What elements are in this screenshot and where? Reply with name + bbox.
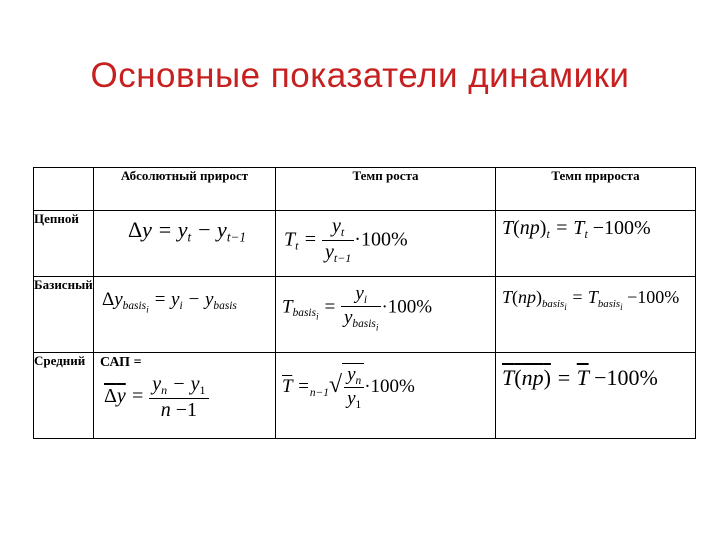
header-corner-cell: [34, 168, 94, 211]
header-increase-rate: Темп прироста: [496, 168, 696, 211]
formula-chain-growth: $T_t$ = $\frac{y_t}{y_{t-1}}$ ·100%: [284, 215, 408, 266]
table-row-basis: [34, 277, 696, 353]
cell-chain-increase: [496, 211, 696, 277]
cell-basis-growth: [276, 277, 496, 353]
row-label-basis: Базисный: [34, 277, 94, 353]
cell-average-absolute: [94, 353, 276, 439]
cell-chain-growth: [276, 211, 496, 277]
cell-average-increase: [496, 353, 696, 439]
dynamics-indicators-table: [33, 167, 696, 439]
page-title: Основные показатели динамики: [90, 56, 630, 95]
header-absolute-growth: Абсолютный прирост: [94, 168, 276, 211]
formula-chain-increase: $T(np)_t = T_t -100\%$: [502, 217, 651, 242]
table-header-row: [34, 168, 696, 211]
formula-basis-increase: $T(np)_{basis_i} = T_{basis_i} -100\%$: [502, 287, 680, 312]
formula-average-increase: $T(np) = \overline{T} -100\%$: [502, 365, 658, 390]
cell-basis-increase: [496, 277, 696, 353]
row-label-average: Средний: [34, 353, 94, 439]
cell-average-growth: [276, 353, 496, 439]
sap-prefix: САП =: [100, 355, 142, 370]
formula-basis-absolute: $\Delta y_{basis_i} = y_i - y_{basis}$: [102, 289, 237, 316]
formula-average-growth: $\overline{T} =_{n-1}√$ $\frac{y_n}{y_1}$ ·100%: [282, 364, 415, 411]
cell-basis-absolute: [94, 277, 276, 353]
formula-chain-absolute: $\Delta y = y_t - y_{t-1}$: [128, 217, 246, 245]
table-row-chain: [34, 211, 696, 277]
header-growth-rate: Темп роста: [276, 168, 496, 211]
table-row-average: [34, 353, 696, 439]
formula-basis-growth: $T_{basis_i}$ = $\frac{y_i}{y_{basis_i}}$ ·100%: [282, 283, 433, 334]
cell-chain-absolute: [94, 211, 276, 277]
row-label-chain: Цепной: [34, 211, 94, 277]
formula-average-absolute: Δy = $\frac{y_n - y_1}{n -1}$: [104, 373, 209, 422]
